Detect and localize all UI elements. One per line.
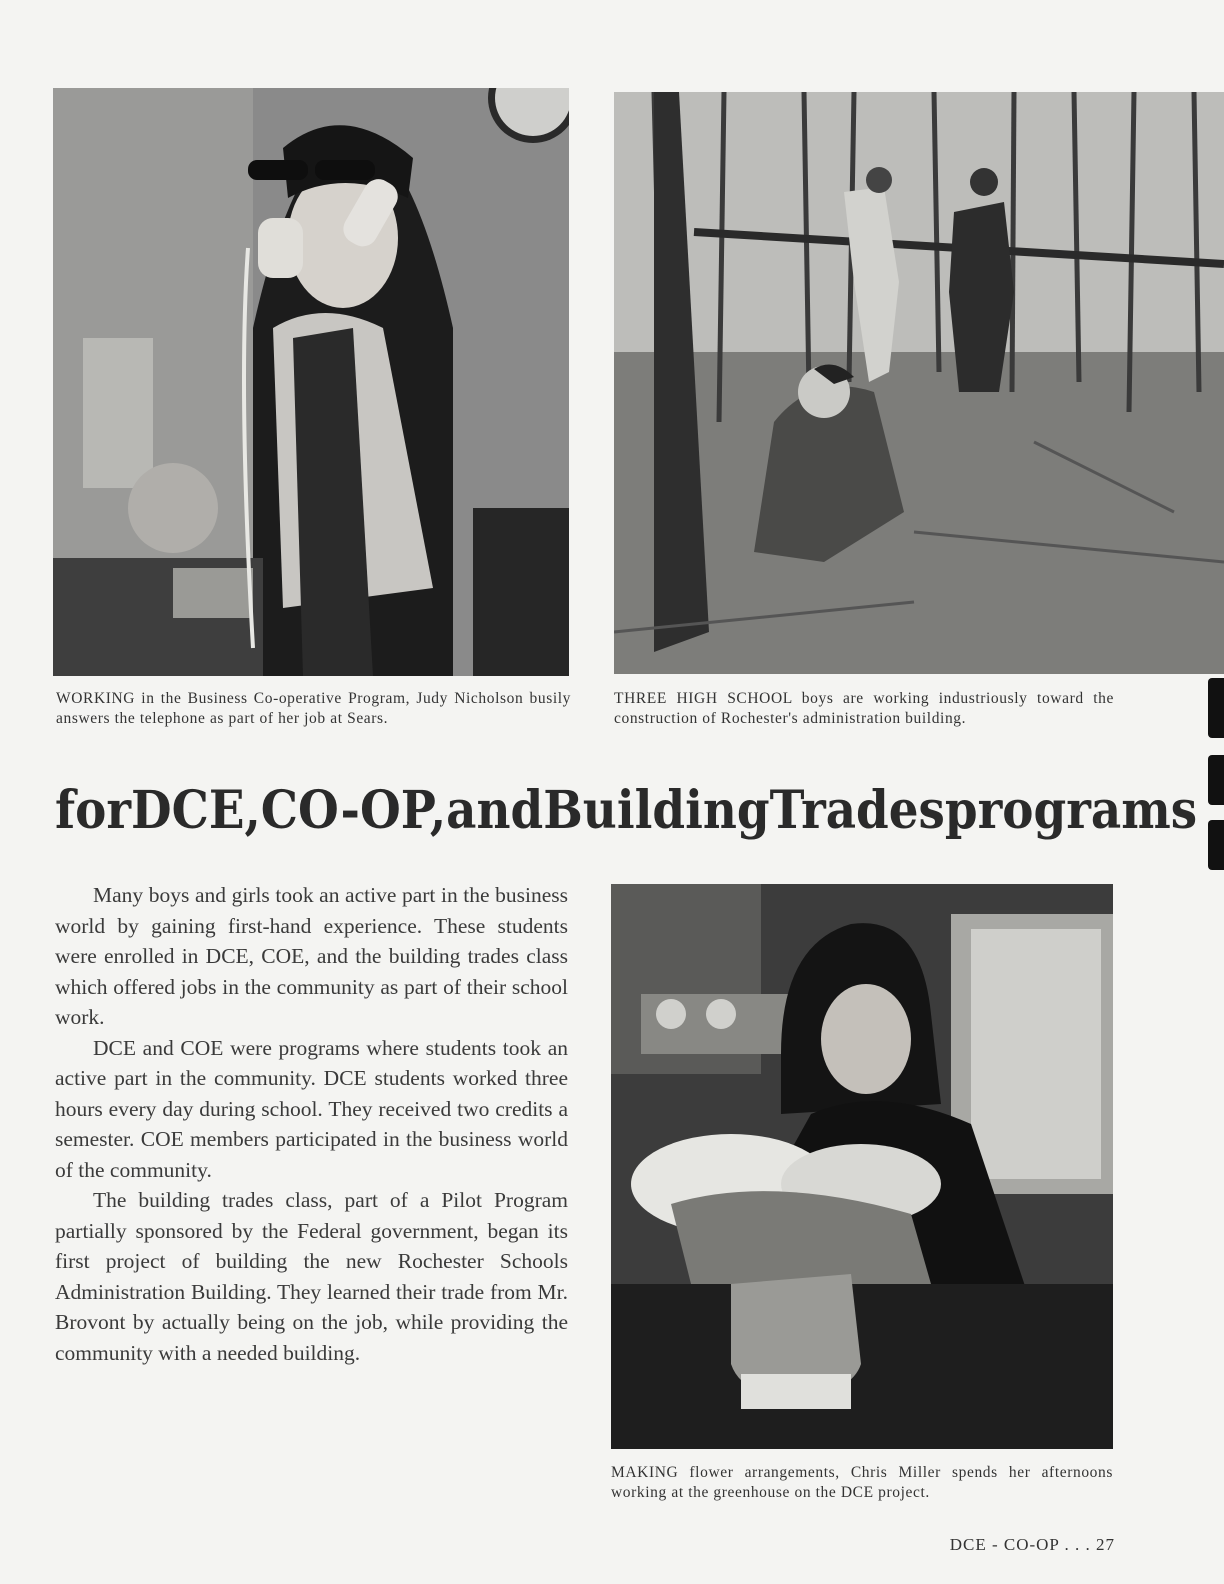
headline-word: CO-OP, (260, 780, 447, 841)
edge-tab-mark (1208, 820, 1224, 870)
caption-forest-boys: THREE HIGH SCHOOL boys are working industriously toward the construction of Rochester's administration building. (614, 690, 1114, 727)
caption-telephone-girl: WORKING in the Business Co-operative Program, Judy Nicholson busily answers the telephone as part of her job at Sears. (56, 690, 571, 727)
headline-word: Trades (769, 780, 945, 841)
photo-forest-boys (614, 92, 1224, 674)
headline-word: and (446, 780, 544, 841)
photo-telephone-girl-image (53, 88, 569, 676)
headline-word: Building (543, 780, 770, 841)
headline-word: for (55, 780, 132, 841)
page-folio: DCE - CO-OP . . . 27 (949, 1535, 1115, 1554)
caption-flower-arrangement: MAKING flower arrangements, Chris Miller spends her afternoons working at the greenhouse on the DCE project. (611, 1464, 1113, 1501)
photo-telephone-girl (53, 88, 569, 676)
edge-tab-mark (1208, 678, 1224, 738)
headline (55, 778, 1198, 844)
photo-forest-boys-image (614, 92, 1224, 674)
body-paragraph: The building trades class, part of a Pilot Program partially sponsored by the Federal government, began its first project of building the new Rochester Schools Administration Building. They learned their trade from Mr. Brovont by actually being on the job, while providing the community with a needed building. (55, 1188, 568, 1365)
photo-flower-arrangement-image (611, 884, 1113, 1449)
headline-word: programs (944, 780, 1198, 841)
edge-tab-mark (1208, 755, 1224, 805)
body-paragraph: DCE and COE were programs where students took an active part in the community. DCE students worked three hours every day during school. They received two credits a semester. COE members participated in the business world of the community. (55, 1035, 568, 1182)
headline-word: DCE, (131, 780, 261, 841)
body-paragraph: Many boys and girls took an active part in the business world by gaining first-hand experience. These students were enrolled in DCE, COE, and the building trades class which offered jobs in the community as part of their school work. (55, 883, 568, 1029)
photo-flower-arrangement (611, 884, 1113, 1449)
body-text (55, 880, 568, 1368)
